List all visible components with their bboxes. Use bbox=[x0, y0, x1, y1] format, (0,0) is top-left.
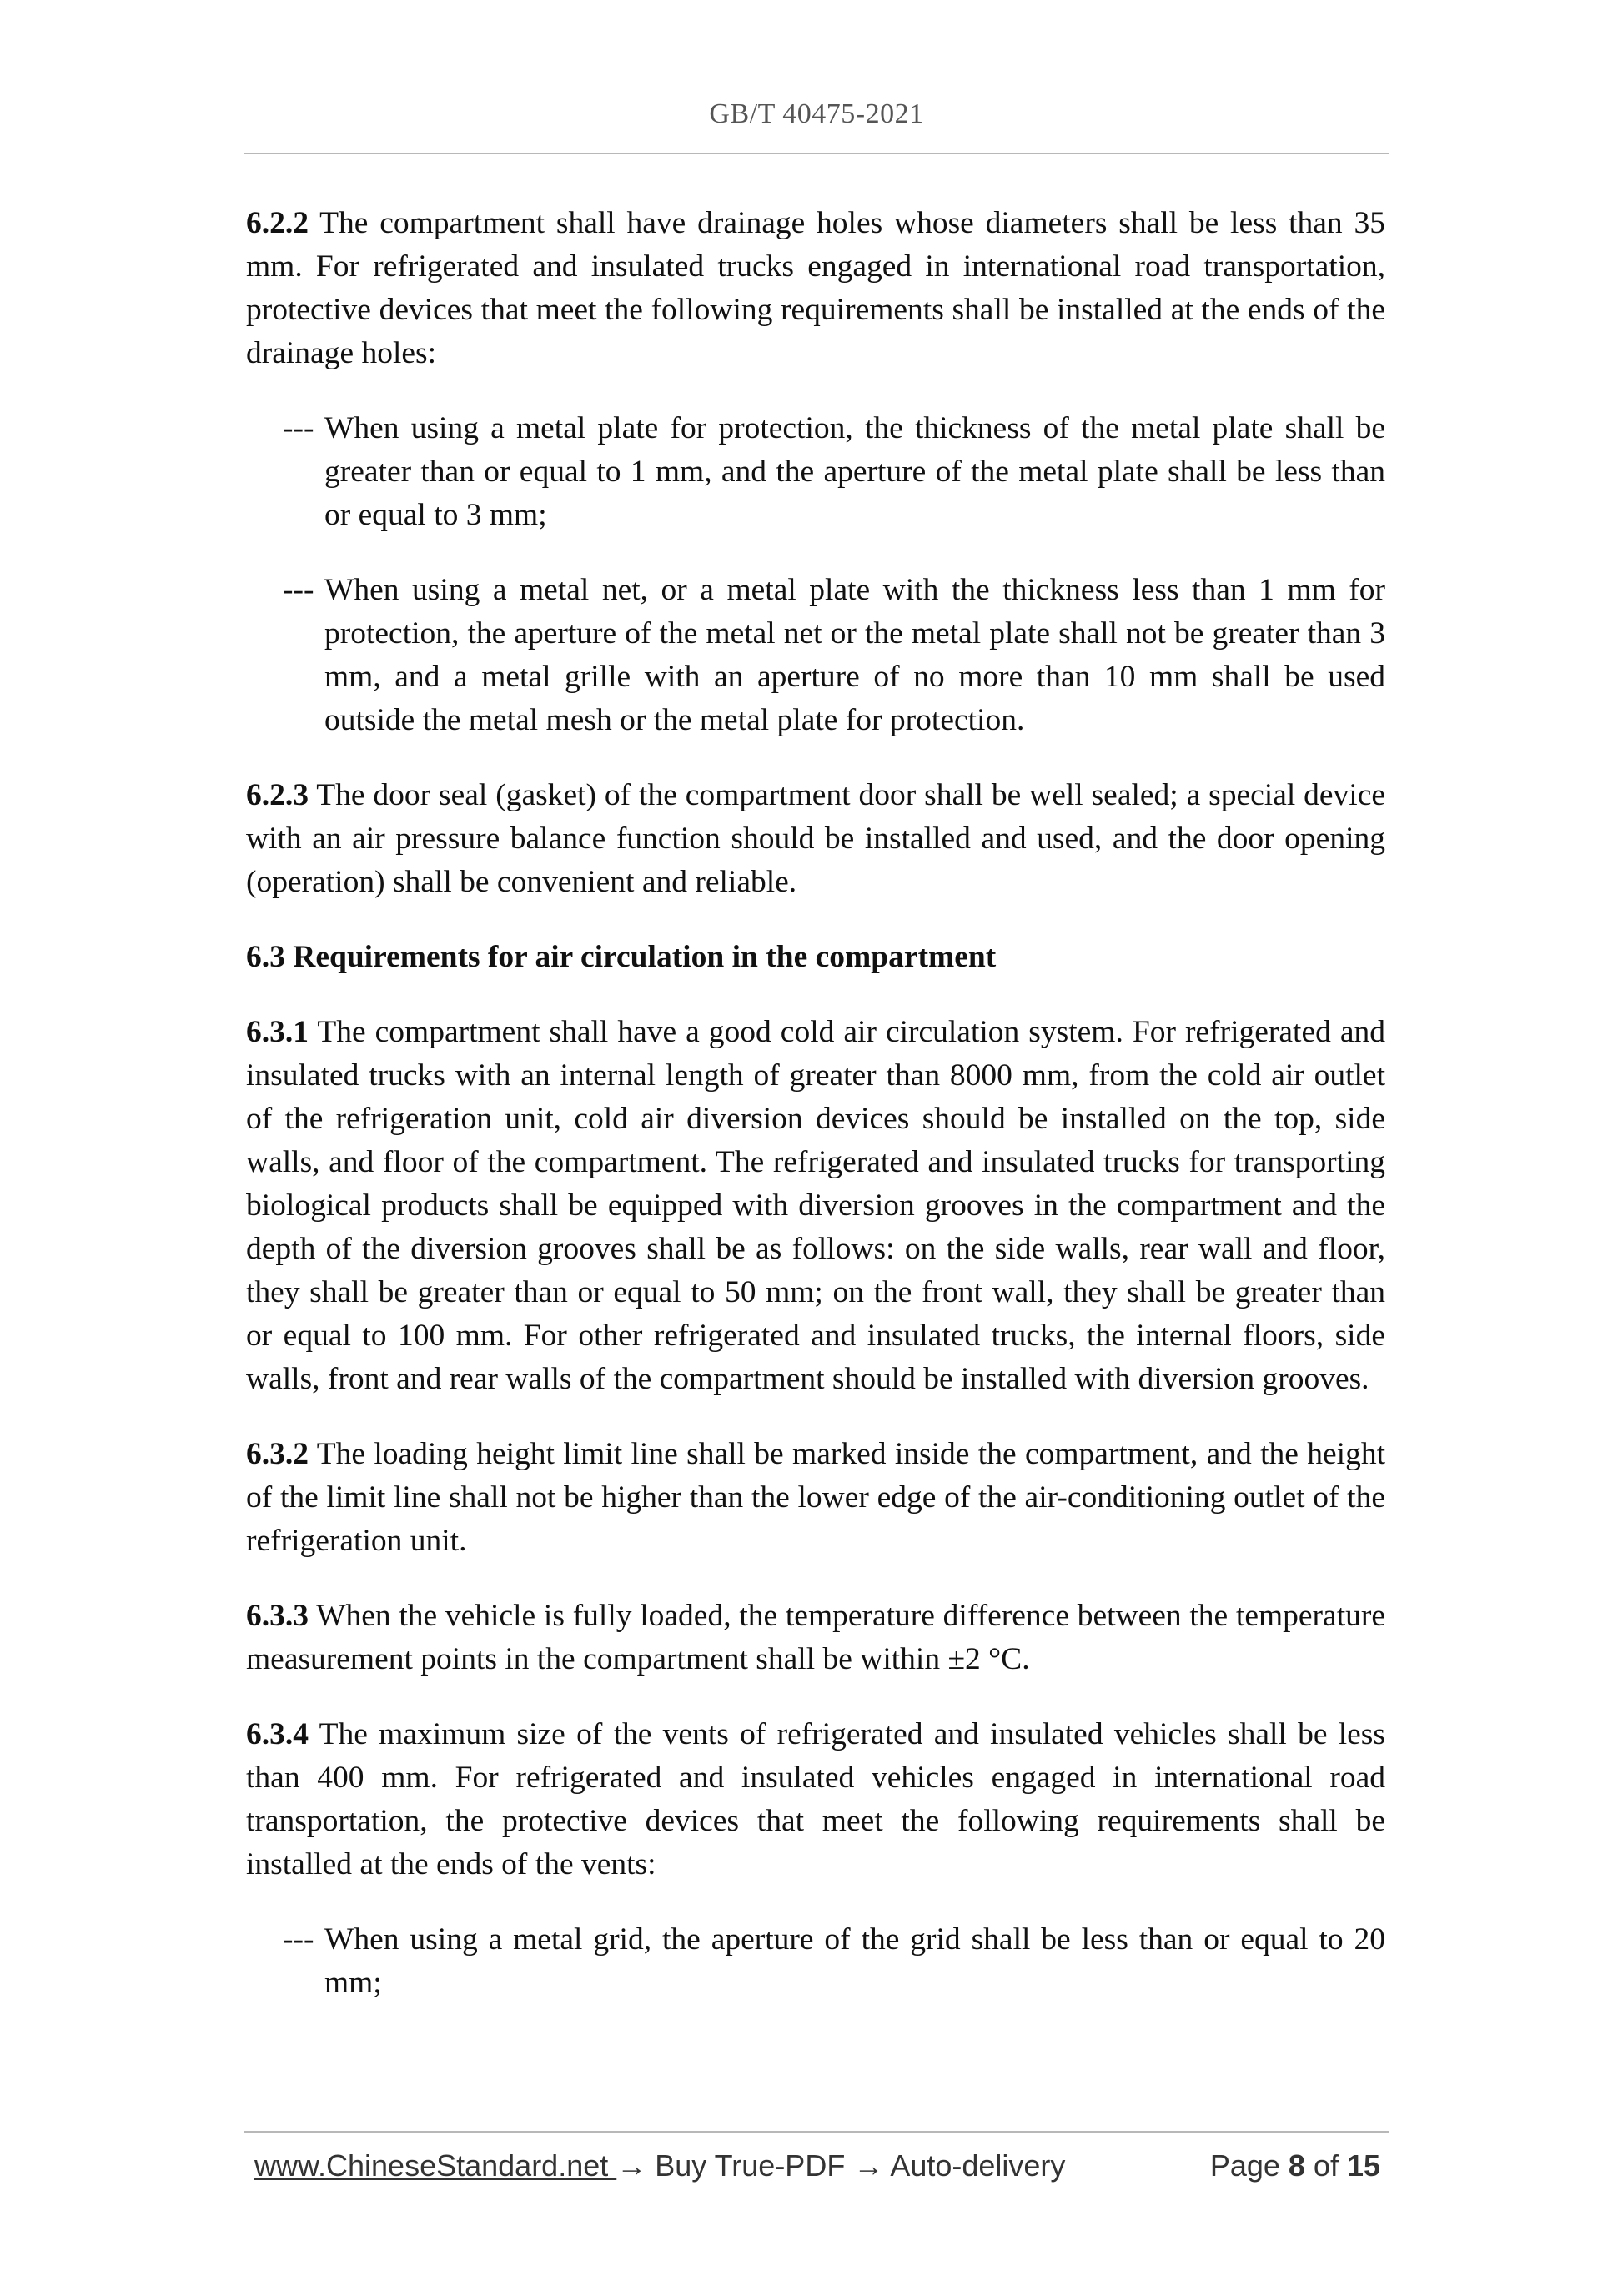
clause-number: 6.3.2 bbox=[246, 1437, 309, 1471]
clause-number: 6.3.1 bbox=[246, 1015, 309, 1049]
list-item bbox=[246, 1918, 1385, 2005]
footer-promo-text: → Buy True-PDF → Auto-delivery bbox=[616, 2148, 1066, 2183]
clause-text: The loading height limit line shall be marked inside the compartment, and the height of the limit line shall not be higher than the lower edge of the air-conditioning outlet of the refrigeration unit. bbox=[246, 1437, 1385, 1558]
list-item-text: When using a metal plate for protection, the thickness of the metal plate shall be greater than or equal to 1 mm, and the aperture of the metal plate shall be less than or equal to 3 mm; bbox=[324, 411, 1385, 532]
clause-6-2-3 bbox=[246, 774, 1385, 904]
list-dash: --- bbox=[283, 1922, 314, 1957]
clause-text: The compartment shall have drainage holes whose diameters shall be less than 35 mm. For refrigerated and insulated trucks engaged in international road transportation, protective devices that meet the following requirements shall be installed at the ends of the drainage holes: bbox=[246, 206, 1385, 370]
section-heading-6-3: 6.3 Requirements for air circulation in the compartment bbox=[246, 940, 997, 974]
clause-6-3-3 bbox=[246, 1595, 1385, 1681]
page-current: 8 bbox=[1288, 2148, 1305, 2183]
clause-text: The maximum size of the vents of refrigerated and insulated vehicles shall be less than 400 mm. For refrigerated and insulated vehicles engaged in international road transportation, the protective devices that meet the following requirements shall be installed at the ends of the vents: bbox=[246, 1717, 1385, 1882]
list-dash: --- bbox=[283, 411, 314, 445]
clause-number: 6.2.3 bbox=[246, 778, 309, 812]
page-header-standard-code: GB/T 40475-2021 bbox=[709, 98, 924, 129]
page-number bbox=[1210, 2148, 1380, 2183]
clause-6-3-2 bbox=[246, 1433, 1385, 1563]
footer-divider bbox=[244, 2131, 1389, 2133]
footer-promo bbox=[254, 2148, 1065, 2183]
list-item-text: When using a metal grid, the aperture of the grid shall be less than or equal to 20 mm; bbox=[324, 1922, 1385, 2000]
list-item-text: When using a metal net, or a metal plate with the thickness less than 1 mm for protection, the aperture of the metal net or the metal plate shall not be greater than 3 mm, and a metal grille with an aperture of no more than 10 mm shall be used outside the metal mesh or the metal plate for protection. bbox=[324, 573, 1385, 737]
list-item bbox=[246, 407, 1385, 537]
page-label: Page bbox=[1209, 2148, 1289, 2183]
clause-6-3-4 bbox=[246, 1713, 1385, 1887]
clause-number: 6.3.4 bbox=[246, 1717, 309, 1751]
list-dash: --- bbox=[283, 573, 314, 607]
clause-text: The compartment shall have a good cold air circulation system. For refrigerated and insulated trucks with an internal length of greater than 8000 mm, from the cold air outlet of the refrigeration unit, cold air diversion devices should be installed on the top, side walls, and floor of the compartment. The refrigerated and insulated trucks for transporting biological products shall be equipped with diversion grooves in the compartment and the depth of the diversion grooves shall be as follows: on the side walls, rear wall and floor, they shall be greater than or equal to 50 mm; on the front wall, they shall be greater than or equal to 100 mm. For other refrigerated and insulated trucks, the internal floors, side walls, front and rear walls of the compartment should be installed with diversion grooves. bbox=[246, 1015, 1385, 1396]
document-body bbox=[246, 202, 1385, 2037]
website-link[interactable]: www.ChineseStandard.net bbox=[254, 2148, 617, 2183]
page-of-label: of bbox=[1304, 2148, 1347, 2183]
page-footer bbox=[254, 2148, 1380, 2190]
page-total: 15 bbox=[1346, 2148, 1380, 2183]
clause-number: 6.2.2 bbox=[246, 206, 309, 240]
clause-6-2-2 bbox=[246, 202, 1385, 375]
clause-text: The door seal (gasket) of the compartment door shall be well sealed; a special device with an air pressure balance function should be installed and used, and the door opening (operation) shall be convenient and reliable. bbox=[246, 778, 1385, 899]
list-item bbox=[246, 569, 1385, 742]
header-divider bbox=[244, 153, 1389, 154]
clause-number: 6.3.3 bbox=[246, 1599, 309, 1633]
clause-text: When the vehicle is fully loaded, the temperature difference between the temperature measurement points in the compartment shall be within ±2 °C. bbox=[246, 1599, 1385, 1676]
clause-6-3-1 bbox=[246, 1011, 1385, 1401]
